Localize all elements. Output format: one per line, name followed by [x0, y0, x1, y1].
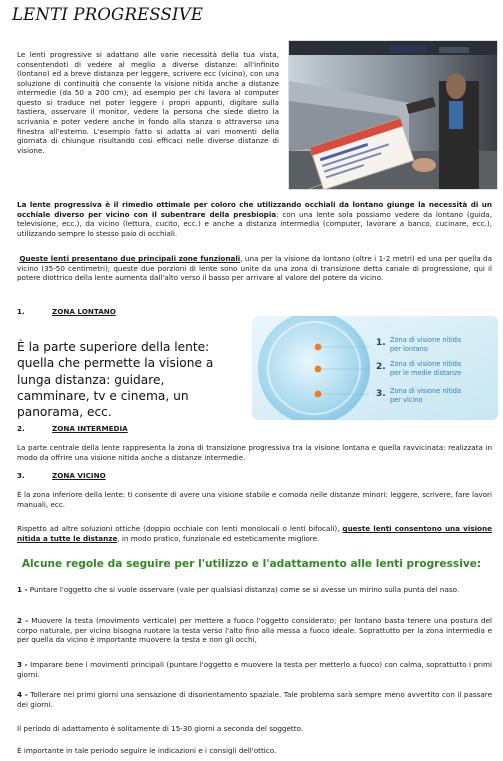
zones-paragraph — [17, 254, 492, 283]
compare-text: Rispetto ad altre soluzioni ottiche (doppio occhiale con lenti monolocali o lenti bifocali), — [17, 524, 343, 533]
diagram-label-3-line2: per vicino — [390, 395, 423, 404]
section2-number: 2. — [17, 424, 25, 433]
rule-3 — [17, 660, 492, 679]
section1-number: 1. — [17, 307, 25, 316]
diagram-label-1-line1: Zona di visione nitida — [390, 336, 462, 344]
diagram-num-1: 1. — [376, 338, 386, 348]
remedy-rest: : con una lente sola possiamo vedere da lontano (guida, televisione, ecc.), da vicino (lettura, cucito, ecc.) e anche a distanza intermedia (computer, lavorare a banco, cucinare, ecc.), utilizzando sempre lo stesso paio di occhiali. — [17, 209, 492, 238]
rule-2-text: Muovere la testa (movimento verticale) per mettere a fuoco l'oggetto considerato; per lontano basta tenere una postura del corpo naturale, per vicino bisogna ruotare la testa verso l'alto fino alla messa a fuoco ideale. Soprattutto per la zona intermedia e per quella da vicino è importante muovere la testa e non gli occhi, — [17, 616, 492, 645]
compare-paragraph — [17, 524, 492, 543]
section1-big-text: È la parte superiore della lente: quella che permette la visione a lunga distanza: guidare, camminare, tv e cinema, un panorama, ecc. — [17, 340, 214, 420]
train-station-photo — [288, 40, 498, 190]
diagram-label-3 — [390, 387, 461, 404]
diagram-label-2-line1: Zona di visione nitida — [390, 360, 462, 368]
section3-title: ZONA VICINO — [52, 471, 106, 480]
section2-title: ZONA INTERMEDIA — [52, 424, 128, 433]
rule-4-num: 4 - — [17, 690, 28, 699]
diagram-label-1-line2: per lontano — [390, 344, 428, 353]
rule-1-text: Puntare l'oggetto che si vuole osservare (vale per qualsiasi distanza) come se si avesse un mirino sulla punta del naso. — [29, 585, 460, 594]
rule-3-num: 3 - — [17, 660, 28, 669]
page-title: LENTI PROGRESSIVE — [12, 5, 204, 24]
section1-title: ZONA LONTANO — [52, 307, 116, 316]
compare-bold: queste lenti consentono una visione nitida a tutte le distanze — [17, 524, 492, 543]
remedy-paragraph — [17, 200, 492, 238]
zones-lead: Queste lenti presentano due principali zone funzionali — [19, 254, 241, 263]
rule-4 — [17, 690, 492, 709]
remedy-bold: La lente progressiva è il rimedio ottimale per coloro che utilizzando occhiali da lontano giunge la necessità di un occhiale diverso per vicino con il subentrare della presbiopia — [17, 200, 492, 219]
diagram-label-2 — [390, 360, 461, 377]
final-text: È importante in tale periodo seguire le indicazioni e i consigli dell'ottico. — [17, 746, 277, 755]
rule-2-num: 2 - — [17, 616, 29, 625]
rules-heading: Alcune regole da seguire per l'utilizzo e l'adattamento alle lenti progressive: — [21, 558, 482, 570]
section3-text: È la zona inferiore della lente: ti consente di avere una visione stabile e comoda nelle distanze minori: leggere, scrivere, fare lavori manuali, ecc. — [17, 490, 492, 509]
diagram-label-2-line2: per le medie distanze — [390, 368, 462, 377]
rule-1 — [17, 585, 492, 595]
section2-text: La parte centrale della lente rappresenta la zona di transizione progressiva tra la visione lontana e quella ravvicinata: realizzata in modo da offrire una visione nitida anche a distanze intermedie. — [17, 443, 492, 462]
rule-3-text: Imparare bene i movimenti principali (puntare l'oggetto e muovere la testa per metterlo a fuoco) con calma, soprattutto i primi giorni. — [17, 660, 492, 679]
zones-rest: , una per la visione da lontano (oltre i 1-2 metri) ed una per quella da vicino (35-50 centimetri); queste due porzioni di lente sono unite da una zona di transizione detta canale di progressione, qui il potere diottrico della lente aumenta dall'alto verso il basso per arrivare al valore del potere da vicino. — [17, 254, 492, 283]
diagram-label-1 — [390, 336, 461, 353]
rule-4-text: Tollerare nei primi giorni una sensazione di disorientamento spaziale. Tale problema sarà sempre meno avvertito con il passare dei giorni. — [17, 690, 492, 709]
period-text: Il periodo di adattamento è solitamente di 15-30 giorni a seconda del soggetto. — [17, 724, 304, 733]
intro-paragraph: Le lenti progressive si adattano alle varie necessità della tua vista, consentendoti di vedere al meglio a diverse distanze: all'infinito (lontano) ed a breve distanza per leggere, scrivere ecc (vicino), con una soluzione di continuità che consente la visione nitida anche a distanze intermedie (da 50 a 200 cm); ad esempio per chi lavora al computer questo si traduce nel poter leggere i propri appunti, digitare sulla tastiera, osservare il monitor, vedere la persona che siede dietro la scrivania e poter vedere anche in fondo alla stanza o attraverso una finestra all'esterno. L'esempio fatto si adatta ai vari momenti della giornata di chiunque risultando così efficaci nelle diverse distanze di visione. — [17, 50, 279, 155]
diagram-num-2: 2. — [376, 362, 386, 372]
diagram-num-3: 3. — [376, 389, 386, 399]
compare-end: , in modo pratico, funzionale ed esteticamente migliore. — [117, 533, 320, 543]
rule-2 — [17, 616, 492, 645]
diagram-label-3-line1: Zona di visione nitida — [390, 387, 462, 395]
section3-number: 3. — [17, 471, 25, 480]
rule-1-num: 1 - — [17, 585, 28, 594]
